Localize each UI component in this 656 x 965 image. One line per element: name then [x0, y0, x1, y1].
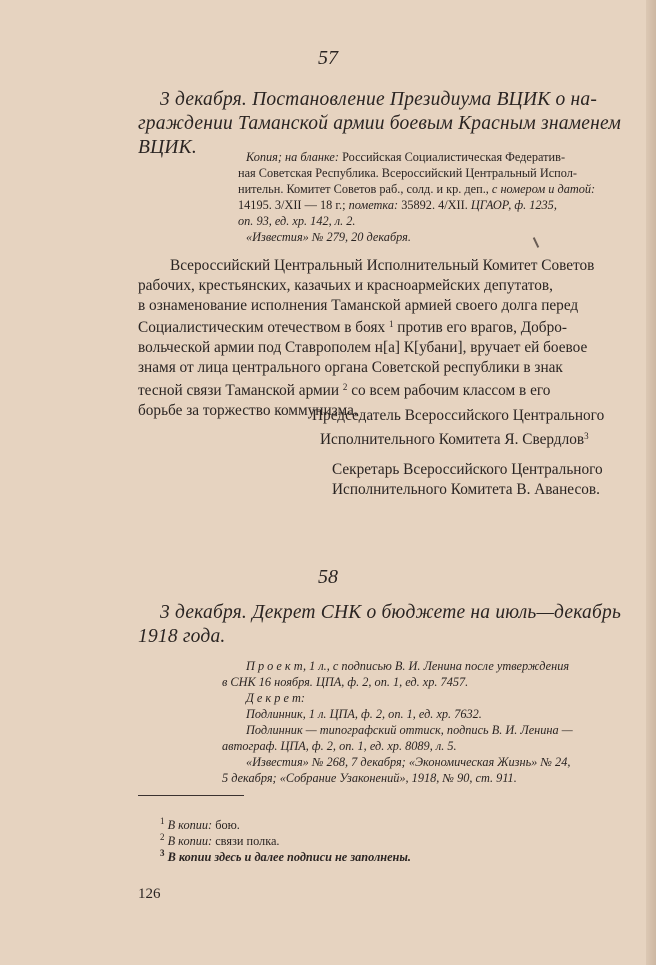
decree-text: [138, 256, 638, 420]
footnote: $^3$ В копии здесь и далее подписи не заполнены.: [160, 848, 411, 864]
note-line: в СНК 16 ноября. ЦПА, ф. 2, оп. 1, ед. хр. 7457.: [222, 675, 469, 689]
body-line: вольческой армии под Ставрополем н[а] К[убани], вручает ей боевое: [138, 339, 588, 357]
signature-line: Председатель Всероссийского Центрального: [312, 407, 605, 424]
document-title: [138, 601, 640, 649]
document-number: 58: [318, 566, 338, 588]
title-line: 3 декабря. Постановление Президиума ВЦИК о на-: [160, 89, 598, 110]
note-line: Подлинник — типографский оттиск, подпись В. И. Ленина —: [246, 723, 573, 737]
body-line: тесной связи Таманской армии $^2$ со всем рабочим классом в его: [138, 381, 551, 399]
note-line: оп. 93, ед. хр. 142, л. 2.: [238, 214, 356, 228]
footnote: $^1$ В копии: бою.: [160, 816, 240, 832]
note-line: Подлинник, 1 л. ЦПА, ф. 2, оп. 1, ед. хр. 7632.: [246, 707, 482, 721]
note-line: 14195. 3/XII — 18 г.; пометка: 35892. 4/XII. ЦГАОР, ф. 1235,: [238, 198, 557, 212]
body-line: борьбе за торжество коммунизма.: [138, 401, 358, 419]
note-line: автограф. ЦПА, ф. 2, оп. 1, ед. хр. 8089, л. 5.: [222, 739, 457, 753]
body-line: знамя от лица центрального органа Советской республики в знак: [138, 358, 563, 376]
footnote-ref: 2: [342, 381, 348, 392]
note-line: «Известия» № 268, 7 декабря; «Экономическая Жизнь» № 24,: [246, 755, 571, 769]
title-line: 1918 года.: [138, 626, 226, 647]
note-line: «Известия» № 279, 20 декабря.: [246, 230, 411, 244]
title-line: ВЦИК.: [138, 137, 197, 158]
note-line: Д е к р е т:: [246, 691, 305, 705]
page-edge: [646, 0, 656, 965]
body-line: Социалистическим отечеством в боях $^1$ против его врагов, Добро-: [138, 319, 567, 337]
archival-note: [138, 149, 638, 245]
note-line: П р о е к т, 1 л., с подписью В. И. Ленина после утверждения: [246, 659, 570, 673]
signature-line: Исполнительного Комитета В. Аванесов.: [332, 481, 600, 498]
signature-line: Исполнительного Комитета Я. Свердлов$^3$: [320, 431, 589, 448]
footnote-rule: [138, 795, 244, 796]
body-line: рабочих, крестьянских, казачьих и красноармейских депутатов,: [138, 276, 553, 294]
title-line: 3 декабря. Декрет СНК о бюджете на июль—декабрь: [160, 602, 622, 623]
footnote: $^2$ В копии: связи полка.: [160, 832, 280, 848]
footnote-ref: 1: [388, 319, 394, 330]
page-number: 126: [138, 886, 161, 902]
title-line: граждении Таманской армии боевым Красным знаменем: [138, 113, 622, 134]
note-line: 5 декабря; «Собрание Узаконений», 1918, № 90, ст. 911.: [222, 771, 517, 785]
note-line: нительн. Комитет Советов раб., солд. и кр. деп., с номером и датой:: [238, 182, 596, 196]
body-line: в ознаменование исполнения Таманской армией своего долга перед: [138, 296, 579, 314]
note-line: Копия; на бланке: Российская Социалистическая Федератив-: [246, 150, 566, 164]
archival-note: [222, 658, 650, 786]
footnote-ref: 3: [584, 431, 589, 441]
signature-chairman: [312, 406, 604, 450]
signature-secretary: [332, 460, 603, 500]
document-number: 57: [318, 47, 338, 69]
note-line: ная Советская Республика. Всероссийский Центральный Испол-: [238, 166, 577, 180]
body-line: Всероссийский Центральный Исполнительный Комитет Советов: [170, 257, 595, 274]
signature-line: Секретарь Всероссийского Центрального: [332, 461, 603, 478]
